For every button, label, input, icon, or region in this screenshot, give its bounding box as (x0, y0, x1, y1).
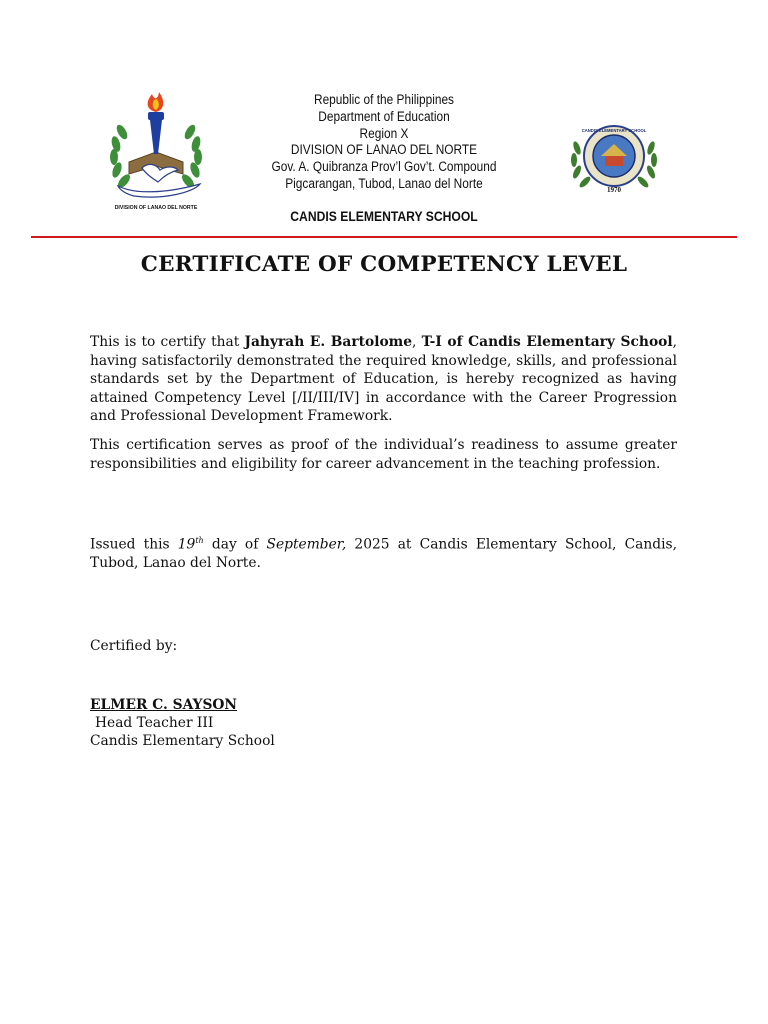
header-line: Pigcarangan, Tubod, Lanao del Norte (285, 175, 483, 191)
paragraph-text: This is to certify that (90, 334, 245, 350)
signatory-school: Candis Elementary School (90, 733, 275, 749)
header-line: Region X (359, 125, 409, 141)
paragraph-text: 2025 at Candis Elementary School, Candis, Tubod, Lanao del Norte. (90, 536, 677, 572)
issued-day: 19 (177, 536, 196, 553)
division-logo (104, 82, 208, 214)
header-line: Department of Education (318, 108, 450, 124)
issued-day-suffix: th (195, 536, 204, 545)
issued-paragraph (90, 532, 677, 573)
paragraph-text: , (412, 334, 422, 350)
school-name-heading: CANDIS ELEMENTARY SCHOOL (290, 209, 478, 224)
division-logo-caption: DIVISION OF LANAO DEL NORTE (114, 205, 198, 211)
signatory-name: ELMER C. SAYSON (90, 697, 238, 713)
header-divider (31, 236, 737, 238)
seal-text: CANDIS ELEMENTARY SCHOOL (581, 128, 647, 133)
awardee-name: Jahyrah E. Bartolome (244, 334, 413, 350)
header-address (252, 92, 516, 193)
awardee-position: T-I of Candis Elementary School (421, 334, 673, 350)
paragraph-text: day of (203, 536, 267, 553)
school-seal (567, 118, 661, 198)
torch-icon (148, 92, 164, 154)
header-line: DIVISION OF LANAO DEL NORTE (290, 142, 478, 158)
issued-month: September, (266, 536, 347, 553)
seal-year: 1970 (607, 186, 621, 194)
certified-by-label: Certified by: (90, 638, 178, 654)
header-line: Republic of the Philippines (313, 92, 455, 107)
certification-paragraph (90, 333, 677, 426)
paragraph-text: , having satisfactorily demonstrated the required knowledge, skills, and professional standards set by the Department of Education, is hereby recognized as having attained Competency Level [/II/III/IV] in accordance with the Career Progression and Professional Development Framework. (90, 334, 677, 424)
signature-block (90, 696, 275, 750)
header-line: Gov. A. Quibranza Prov’l Gov’t. Compound (271, 159, 497, 175)
paragraph-text: Issued this (90, 536, 178, 553)
signatory-position: Head Teacher III (95, 715, 214, 731)
certificate-title: CERTIFICATE OF COMPETENCY LEVEL (140, 252, 628, 277)
purpose-paragraph: This certification serves as proof of the individual’s readiness to assume greater responsibilities and eligibility for career advancement in the teaching profession. (90, 437, 677, 472)
